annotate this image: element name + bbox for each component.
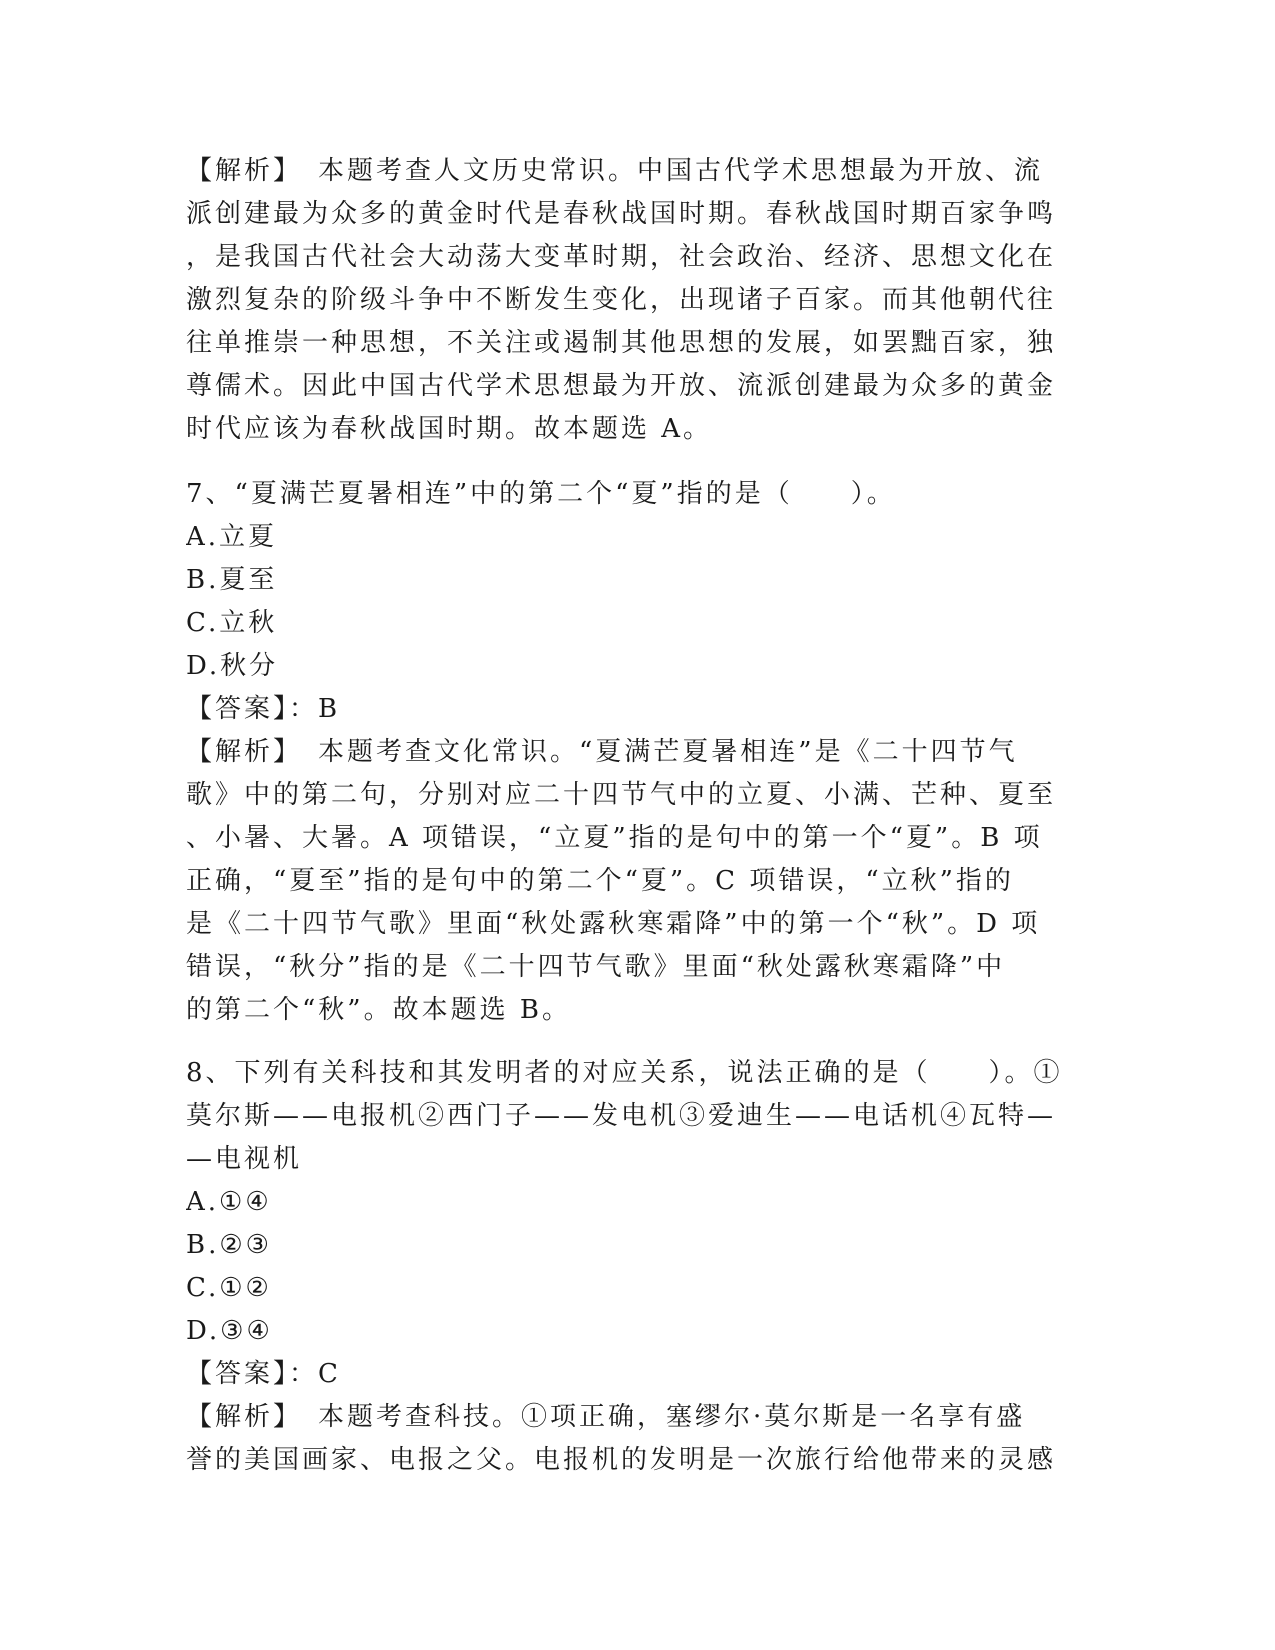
analysis-line: 尊儒术。因此中国古代学术思想最为开放、流派创建最为众多的黄金: [186, 371, 1057, 401]
analysis-line: 激烈复杂的阶级斗争中不断发生变化，出现诸子百家。而其他朝代往: [186, 285, 1057, 315]
analysis-q6: [186, 150, 1066, 451]
analysis-line: ，是我国古代社会大动荡大变革时期，社会政治、经济、思想文化在: [186, 242, 1057, 272]
answer-line: 【答案】：B: [186, 694, 341, 724]
option-a: A.①④: [186, 1187, 272, 1217]
question-stem: 7、“夏满芒夏暑相连”中的第二个“夏”指的是（ ）。: [186, 479, 896, 509]
answer-line: 【答案】：C: [186, 1359, 341, 1389]
option-d: D.秋分: [186, 651, 279, 681]
question-stem: 莫尔斯——电报机②西门子——发电机③爱迪生——电话机④瓦特—: [186, 1101, 1057, 1131]
analysis-line: 、小暑、大暑。A 项错误，“立夏”指的是句中的第一个“夏”。B 项: [186, 823, 1043, 853]
option-a: A.立夏: [186, 522, 278, 552]
analysis-line: 错误，“秋分”指的是《二十四节气歌》里面“秋处露秋寒霜降”中: [186, 952, 1006, 982]
analysis-line: 正确，“夏至”指的是句中的第二个“夏”。C 项错误，“立秋”指的: [186, 866, 1014, 896]
question-stem: —电视机: [186, 1144, 303, 1174]
question-8: [186, 1052, 1066, 1482]
question-stem: 8、下列有关科技和其发明者的对应关系，说法正确的是（ ）。①: [186, 1058, 1063, 1088]
analysis-line: 时代应该为春秋战国时期。故本题选 A。: [186, 414, 713, 444]
analysis-line: 【解析】 本题考查科技。①项正确，塞缪尔·莫尔斯是一名享有盛: [186, 1402, 1026, 1432]
option-c: C.①②: [186, 1273, 272, 1303]
analysis-line: 【解析】 本题考查文化常识。“夏满芒夏暑相连”是《二十四节气: [186, 737, 1018, 767]
analysis-line: 往单推崇一种思想，不关注或遏制其他思想的发展，如罢黜百家，独: [186, 328, 1057, 358]
analysis-line: 派创建最为众多的黄金时代是春秋战国时期。春秋战国时期百家争鸣: [186, 199, 1057, 229]
question-7: [186, 473, 1066, 1032]
analysis-line: 是《二十四节气歌》里面“秋处露秋寒霜降”中的第一个“秋”。D 项: [186, 909, 1041, 939]
analysis-line: 【解析】 本题考查人文历史常识。中国古代学术思想最为开放、流: [186, 156, 1044, 186]
option-c: C.立秋: [186, 608, 278, 638]
document-page: [186, 150, 1066, 1482]
option-b: B.夏至: [186, 565, 278, 595]
analysis-line: 歌》中的第二句，分别对应二十四节气中的立夏、小满、芒种、夏至: [186, 780, 1057, 810]
option-d: D.③④: [186, 1316, 273, 1346]
analysis-line: 誉的美国画家、电报之父。电报机的发明是一次旅行给他带来的灵感: [186, 1445, 1057, 1475]
analysis-line: 的第二个“秋”。故本题选 B。: [186, 995, 571, 1025]
option-b: B.②③: [186, 1230, 272, 1260]
